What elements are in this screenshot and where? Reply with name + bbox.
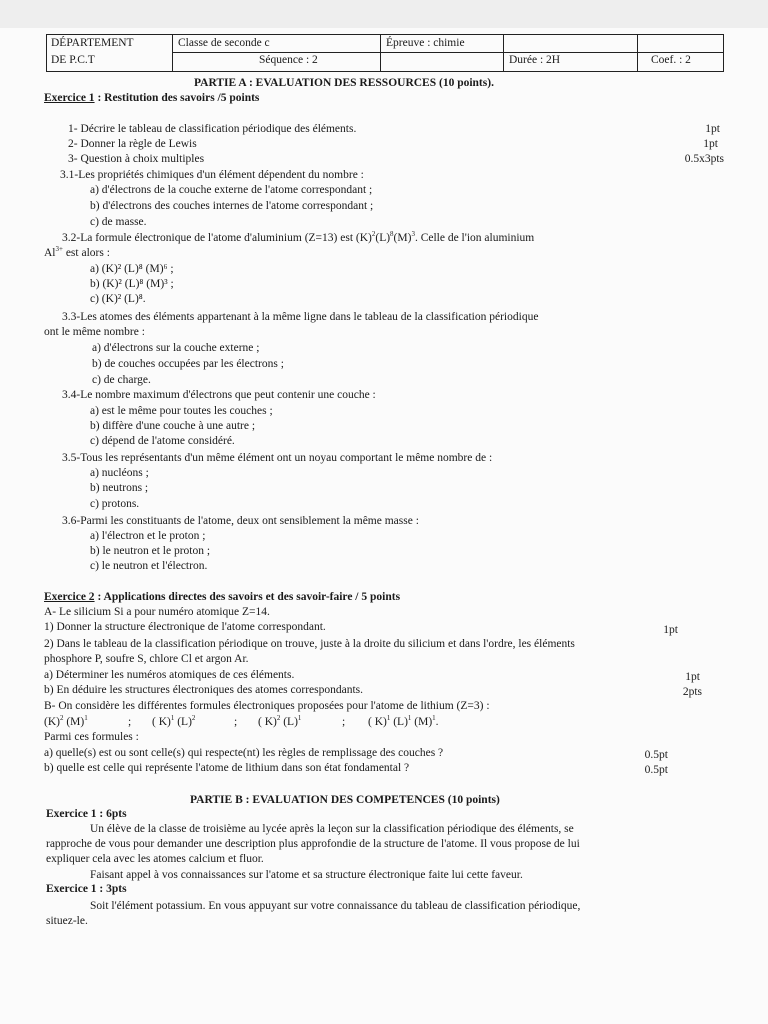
q32-option-b: b) (K)² (L)⁸ (M)³ ; xyxy=(90,278,174,290)
sequence-label: Séquence : 2 xyxy=(259,54,318,66)
duration-label: Durée : 2H xyxy=(509,54,561,66)
q32-stem: 3.2-La formule électronique de l'atome d'aluminium (Z=13) est $(K)^2(L)^8(M)^3$. Celle de l'ion aluminium xyxy=(62,230,535,244)
ex2-q2a: a) Déterminer les numéros atomiques de ces éléments. xyxy=(44,669,295,681)
q31-option-b: b) d'électrons des couches internes de l'atome correspondant ; xyxy=(90,200,374,212)
ex1-item-2-points: 1pt xyxy=(703,138,718,150)
ex2-q2: 2) Dans le tableau de la classification périodique on trouve, juste à la droite du silicium et dans l'ordre, les éléments xyxy=(44,638,575,650)
q33-stem-2: ont le même nombre : xyxy=(44,326,145,338)
ex1-item-1-points: 1pt xyxy=(705,123,720,135)
q34-option-b: b) diffère d'une couche à une autre ; xyxy=(90,420,256,432)
ex2-part-a-intro: A- Le silicium Si a pour numéro atomique Z=14. xyxy=(44,606,270,618)
page-top-shadow xyxy=(0,0,768,28)
partie-b-title: PARTIE B : EVALUATION DES COMPETENCES (10 points) xyxy=(190,794,500,806)
department-label: DÉPARTEMENT xyxy=(51,37,134,49)
ex2-part-b-intro: B- On considère les différentes formules électroniques proposées pour l'atome de lithium (Z=3) : xyxy=(44,700,490,712)
ex2-q2a-points: 1pt xyxy=(685,671,700,683)
q33-option-b: b) de couches occupées par les électrons ; xyxy=(92,358,284,370)
ex2-parmi: Parmi ces formules : xyxy=(44,731,139,743)
q36-option-c: c) le neutron et l'électron. xyxy=(90,560,208,572)
q36-option-a: a) l'électron et le proton ; xyxy=(90,530,206,542)
formula-2: ( K)$^1$ $(L)^2$ xyxy=(152,714,196,728)
ex2-q2b-points: 2pts xyxy=(682,686,702,698)
exercise-1-heading: Exercice 1 : Restitution des savoirs /5 points xyxy=(44,92,260,104)
q36-stem: 3.6-Parmi les constituants de l'atome, deux ont sensiblement la même masse : xyxy=(62,515,419,527)
partie-b-exercise-1-heading: Exercice 1 : 6pts xyxy=(46,808,127,820)
header-table xyxy=(46,34,724,72)
partie-b-ex2-line1: Soit l'élément potassium. En vous appuyant sur votre connaissance du tableau de classification périodique, xyxy=(90,900,581,912)
department-label-2: DE P.C.T xyxy=(51,54,95,66)
partie-a-title: PARTIE A : EVALUATION DES RESSOURCES (10 points). xyxy=(194,77,494,89)
coef-label: Coef. : 2 xyxy=(651,54,691,66)
ex2-qa-points: 0.5pt xyxy=(644,749,668,761)
q32-option-a: a) (K)² (L)⁸ (M)⁶ ; xyxy=(90,263,174,275)
formula-sep-2: ; xyxy=(234,716,238,728)
exam-label: Épreuve : chimie xyxy=(386,37,465,49)
q34-stem: 3.4-Le nombre maximum d'électrons que peut contenir une couche : xyxy=(62,389,376,401)
q32-ion-line: $Al^{3+}$ est alors : xyxy=(44,245,110,259)
formula-4: ( K)$^1$ $(L)^1$ $(M)^1$. xyxy=(368,714,439,728)
q36-option-b: b) le neutron et le proton ; xyxy=(90,545,211,557)
ex2-q2-line2: phosphore P, soufre S, chlore Cl et argon Ar. xyxy=(44,653,249,665)
q32-option-c: c) (K)² (L)⁸. xyxy=(90,293,146,305)
ex2-qa: a) quelle(s) est ou sont celle(s) qui respecte(nt) les règles de remplissage des couches ? xyxy=(44,747,444,759)
class-label: Classe de seconde c xyxy=(178,37,270,49)
formula-1: $(K)^2$ $(M)^1$ xyxy=(44,714,88,728)
q35-stem: 3.5-Tous les représentants d'un même élément ont un noyau comportant le même nombre de : xyxy=(62,452,493,464)
partie-b-ex1-line1: Un élève de la classe de troisième au lycée après la leçon sur la classification périodique des éléments, se xyxy=(90,823,574,835)
partie-b-ex1-line2: rapproche de vous pour demander une description plus approfondie de la structure de l'atome. Il vous propose de lui xyxy=(46,838,580,850)
q34-option-c: c) dépend de l'atome considéré. xyxy=(90,435,235,447)
exercise-2-heading: Exercice 2 : Applications directes des savoirs et des savoir-faire / 5 points xyxy=(44,591,401,603)
formula-sep-3: ; xyxy=(342,716,346,728)
q35-option-c: c) protons. xyxy=(90,498,140,510)
q35-option-a: a) nucléons ; xyxy=(90,467,149,479)
q31-option-c: c) de masse. xyxy=(90,216,147,228)
q33-option-c: c) de charge. xyxy=(92,374,151,386)
ex1-item-1: 1- Décrire le tableau de classification périodique des éléments. xyxy=(68,123,357,135)
partie-b-ex2-line2: situez-le. xyxy=(46,915,88,927)
q35-option-b: b) neutrons ; xyxy=(90,482,149,494)
ex2-q2b: b) En déduire les structures électroniques des atomes correspondants. xyxy=(44,684,364,696)
ex1-item-3-points: 0.5x3pts xyxy=(684,153,724,165)
ex2-q1-points: 1pt xyxy=(663,624,678,636)
ex2-qb-points: 0.5pt xyxy=(644,764,668,776)
q31-stem: 3.1-Les propriétés chimiques d'un élément dépendent du nombre : xyxy=(60,169,364,181)
ex1-item-2: 2- Donner la règle de Lewis xyxy=(68,138,197,150)
q33-option-a: a) d'électrons sur la couche externe ; xyxy=(92,342,260,354)
ex1-item-3: 3- Question à choix multiples xyxy=(68,153,205,165)
ex2-qb: b) quelle est celle qui représente l'atome de lithium dans son état fondamental ? xyxy=(44,762,410,774)
formula-sep-1: ; xyxy=(128,716,132,728)
ex2-q1: 1) Donner la structure électronique de l'atome correspondant. xyxy=(44,621,326,633)
partie-b-exercise-2-heading: Exercice 1 : 3pts xyxy=(46,883,127,895)
partie-b-ex1-line3: expliquer cela avec les atomes calcium et fluor. xyxy=(46,853,264,865)
partie-b-ex1-line4: Faisant appel à vos connaissances sur l'atome et sa structure électronique faite lui cette faveur. xyxy=(90,869,523,881)
q31-option-a: a) d'électrons de la couche externe de l'atome correspondant ; xyxy=(90,184,373,196)
q33-stem: 3.3-Les atomes des éléments appartenant à la même ligne dans le tableau de la classification périodique xyxy=(62,311,539,323)
q34-option-a: a) est le même pour toutes les couches ; xyxy=(90,405,273,417)
formula-3: ( K)$^2$ $(L)^1$ xyxy=(258,714,302,728)
